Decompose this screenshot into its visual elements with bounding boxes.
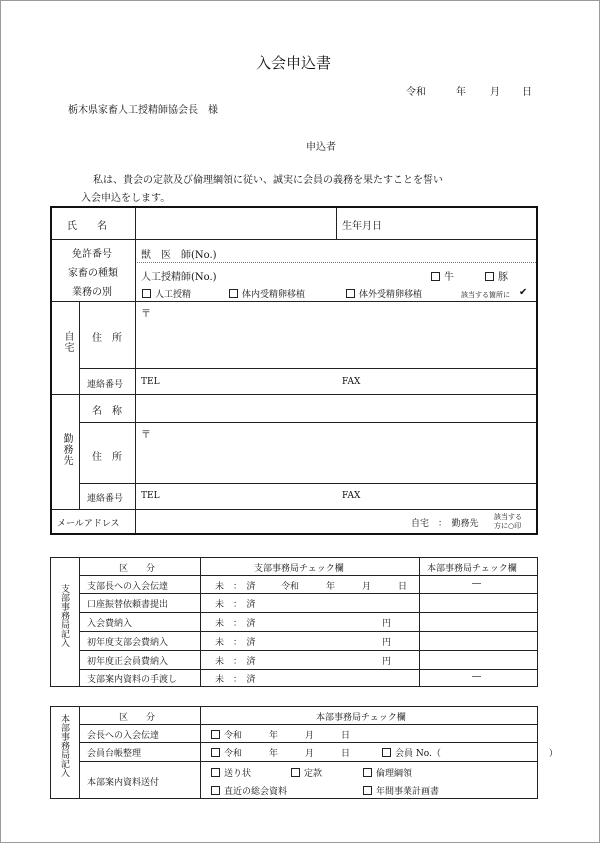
livestock-type-label: 家畜の種類 bbox=[68, 268, 118, 279]
work-option-in-vitro[interactable] bbox=[346, 287, 422, 300]
checkbox-icon bbox=[142, 289, 151, 298]
email-options: 自宅 ： 勤務先 bbox=[411, 519, 479, 529]
table-row-check[interactable]: 未 ： 済 bbox=[215, 619, 256, 629]
work-section-label: 勤務先 bbox=[61, 433, 72, 466]
work-address-field[interactable] bbox=[138, 439, 533, 481]
doc-label: 年間事業計画書 bbox=[376, 787, 440, 797]
hq-row2-value[interactable] bbox=[211, 746, 350, 759]
doc-annual-plan[interactable] bbox=[363, 784, 439, 797]
hq-row3-label: 本部案内資料送付 bbox=[87, 778, 160, 788]
home-section-label: 自宅 bbox=[62, 331, 73, 353]
branch-header-hq-check: 本部事務局チェック欄 bbox=[427, 564, 517, 574]
pig-checkbox[interactable] bbox=[485, 268, 508, 283]
vet-license-label: 獣 医 師(No.) bbox=[141, 250, 217, 261]
dob-label: 生年月日 bbox=[342, 221, 382, 232]
table-row-label: 初年度支部会費納入 bbox=[87, 638, 169, 648]
checkbox-icon bbox=[211, 748, 220, 757]
hq-row2-date: 令和 年 月 日 bbox=[224, 749, 351, 759]
name-label: 氏 名 bbox=[67, 221, 107, 232]
applicant-label: 申込者 bbox=[306, 142, 336, 153]
checkbox-icon bbox=[363, 786, 372, 795]
home-fax-label: FAX bbox=[342, 377, 361, 387]
checkbox-icon bbox=[382, 748, 391, 757]
work-option-ai[interactable] bbox=[142, 287, 191, 300]
date-month: 月 bbox=[490, 87, 500, 98]
table-row-label: 入会費納入 bbox=[87, 619, 133, 629]
hq-header-category: 区 分 bbox=[119, 713, 156, 723]
table-row-extra: 令和 年 月 日 bbox=[281, 582, 408, 592]
table-row-label: 初年度正会員費納入 bbox=[87, 657, 169, 667]
hq-side-label: 本部事務局記入 bbox=[59, 714, 69, 777]
table-row-check[interactable]: 未 ： 済 bbox=[215, 638, 256, 648]
company-name-field[interactable] bbox=[138, 397, 533, 419]
table-row-extra: 円 bbox=[382, 638, 392, 648]
intro-line-2: 入会申込をします。 bbox=[81, 193, 171, 204]
dob-field[interactable] bbox=[391, 211, 533, 236]
main-form-box bbox=[50, 206, 538, 535]
hq-row1-label: 会長への入会伝達 bbox=[87, 731, 160, 741]
doc-label: 倫理綱領 bbox=[376, 769, 413, 779]
table-row-label: 口座振替依頼書提出 bbox=[87, 600, 169, 610]
company-name-label: 名 称 bbox=[92, 406, 122, 417]
checkbox-icon bbox=[211, 786, 220, 795]
doc-assembly[interactable] bbox=[211, 784, 287, 797]
work-option-label: 体内受精卵移植 bbox=[242, 290, 306, 300]
work-option-in-vivo[interactable] bbox=[229, 287, 305, 300]
checkbox-icon bbox=[363, 768, 372, 777]
table-row-check[interactable]: 未 ： 済 bbox=[215, 600, 256, 610]
check-hint: 該当する箇所に bbox=[461, 291, 510, 299]
branch-side-label: 支部事務局記入 bbox=[59, 584, 69, 647]
date-era: 令和 bbox=[406, 87, 426, 98]
checkbox-icon bbox=[485, 272, 494, 281]
branch-header-branch-check: 支部事務局チェック欄 bbox=[254, 564, 344, 574]
check-mark-icon: ✔ bbox=[519, 287, 528, 298]
hq-header-check: 本部事務局チェック欄 bbox=[316, 713, 406, 723]
home-postal-mark: 〒 bbox=[141, 309, 151, 320]
pig-label: 豚 bbox=[498, 272, 508, 283]
email-label: メールアドレス bbox=[57, 519, 120, 529]
checkbox-icon bbox=[211, 768, 220, 777]
hq-row1-value[interactable] bbox=[211, 728, 350, 741]
home-address-field[interactable] bbox=[138, 319, 533, 365]
work-contact-label: 連絡番号 bbox=[87, 494, 124, 504]
checkbox-icon bbox=[431, 272, 440, 281]
table-row-label: 支部案内資料の手渡し bbox=[87, 675, 178, 685]
table-row-extra: 円 bbox=[382, 619, 392, 629]
checkbox-icon bbox=[291, 768, 300, 777]
doc-label: 定款 bbox=[304, 769, 323, 779]
date-year: 年 bbox=[456, 87, 466, 98]
cattle-label: 牛 bbox=[444, 272, 454, 283]
checkbox-icon bbox=[346, 289, 355, 298]
doc-label: 送り状 bbox=[224, 769, 252, 779]
home-tel-label: TEL bbox=[141, 377, 160, 387]
doc-articles[interactable] bbox=[291, 766, 322, 779]
hq-row2-label: 会員台帳整理 bbox=[87, 749, 142, 759]
intro-line-1: 私は、貴会の定款及び倫理綱領に従い、誠実に会員の義務を果たすことを誓い bbox=[93, 175, 443, 186]
doc-label: 直近の総会資料 bbox=[224, 787, 288, 797]
home-contact-label: 連絡番号 bbox=[87, 380, 124, 390]
table-row-extra: 円 bbox=[382, 657, 392, 667]
license-number-label: 免許番号 bbox=[72, 249, 112, 260]
addressee: 栃木県家畜人工授精師協会長 様 bbox=[68, 105, 218, 116]
email-hint-1: 該当する bbox=[494, 513, 522, 521]
table-row-check[interactable]: 未 ： 済 bbox=[215, 675, 256, 685]
hq-member-no[interactable] bbox=[382, 746, 558, 759]
checkbox-icon bbox=[211, 730, 220, 739]
hq-row1-date: 令和 年 月 日 bbox=[224, 731, 351, 741]
table-row-hq: ― bbox=[472, 672, 481, 682]
name-field[interactable] bbox=[138, 211, 333, 236]
work-tel-label: TEL bbox=[141, 491, 160, 501]
table-row-check[interactable]: 未 ： 済 bbox=[215, 657, 256, 667]
doc-ethics[interactable] bbox=[363, 766, 412, 779]
work-fax-label: FAX bbox=[342, 491, 361, 501]
email-field[interactable] bbox=[138, 512, 403, 531]
work-option-label: 人工授精 bbox=[155, 290, 192, 300]
ai-license-label: 人工授精師(No.) bbox=[141, 272, 217, 283]
email-hint-2: 方に○印 bbox=[494, 522, 522, 530]
work-option-label: 体外受精卵移植 bbox=[359, 290, 423, 300]
doc-cover-letter[interactable] bbox=[211, 766, 251, 779]
work-postal-mark: 〒 bbox=[141, 430, 151, 441]
work-type-label: 業務の別 bbox=[72, 287, 112, 298]
cattle-checkbox[interactable] bbox=[431, 268, 454, 283]
work-address-label: 住 所 bbox=[92, 452, 122, 463]
date-day: 日 bbox=[522, 87, 532, 98]
table-row-label: 支部長への入会伝達 bbox=[87, 582, 169, 592]
form-title: 入会申込書 bbox=[256, 54, 332, 72]
table-row-hq: ― bbox=[472, 579, 481, 589]
hq-member-no-label: 会員 No.（ ） bbox=[395, 749, 558, 759]
checkbox-icon bbox=[229, 289, 238, 298]
branch-header-category: 区 分 bbox=[119, 564, 156, 574]
table-row-check[interactable]: 未 ： 済 bbox=[215, 582, 256, 592]
home-address-label: 住 所 bbox=[92, 333, 122, 344]
